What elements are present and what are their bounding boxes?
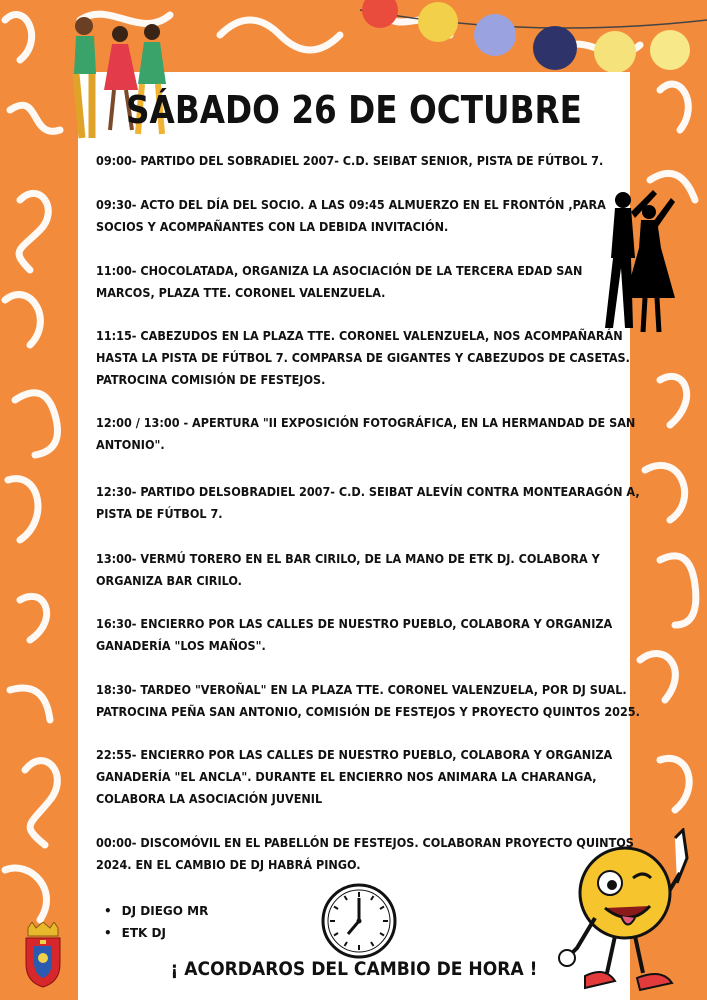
schedule-item: 16:30- ENCIERRO POR LAS CALLES DE NUESTRO PUEBLO, COLABORA Y ORGANIZA GANADERÍA "LOS MAÑOS". (96, 616, 613, 653)
town-coat-of-arms-icon (22, 922, 64, 988)
schedule-item: 13:00- VERMÚ TORERO EN EL BAR CIRILO, DE LA MANO DE ETK DJ. COLABORA Y ORGANIZA BAR CIRILO. (96, 551, 600, 588)
schedule-item: 00:00- DISCOMÓVIL EN EL PABELLÓN DE FESTEJOS. COLABORAN PROYECTO QUINTOS 2024. EN EL CAMBIO DE DJ HABRÁ PINGO. (96, 835, 634, 872)
clock-icon (320, 882, 398, 960)
schedule-item: 11:00- CHOCOLATADA, ORGANIZA LA ASOCIACIÓN DE LA TERCERA EDAD SAN MARCOS, PLAZA TTE. CORONEL VALENZUELA. (96, 263, 583, 300)
footer-reminder: ¡ ACORDAROS DEL CAMBIO DE HORA ! (170, 958, 538, 980)
dj-list-item: • ETK DJ (104, 922, 208, 944)
schedule-item: 18:30- TARDEO "VEROÑAL" EN LA PLAZA TTE. CORONEL VALENZUELA, POR DJ SUAL. PATROCINA PEÑA SAN ANTONIO, COMISIÓN DE FESTEJOS Y PROYECTO QUINTOS 2025. (96, 682, 640, 719)
schedule-item: 09:30- ACTO DEL DÍA DEL SOCIO. A LAS 09:45 ALMUERZO EN EL FRONTÓN ,PARA SOCIOS Y ACOMPAÑANTES CON LA DEBIDA INVITACIÓN. (96, 197, 606, 234)
schedule-item: 11:15- CABEZUDOS EN LA PLAZA TTE. CORONEL VALENZUELA, NOS ACOMPAÑARÁN HASTA LA PISTA DE FÚTBOL 7. COMPARSA DE GIGANTES Y CABEZUDOS DE CASETAS. PATROCINA COMISIÓN DE FESTEJOS. (96, 328, 630, 387)
dj-list (104, 900, 208, 944)
page-title: SÁBADO 26 DE OCTUBRE (126, 88, 582, 132)
dj-list-item: • DJ DIEGO MR (104, 900, 208, 922)
schedule-item: 09:00- PARTIDO DEL SOBRADIEL 2007- C.D. SEIBAT SENIOR, PISTA DE FÚTBOL 7. (96, 153, 604, 168)
schedule-item: 12:00 / 13:00 - APERTURA "II EXPOSICIÓN FOTOGRÁFICA, EN LA HERMANDAD DE SAN ANTONIO". (96, 415, 636, 452)
schedule-item: 12:30- PARTIDO DELSOBRADIEL 2007- C.D. SEIBAT ALEVÍN CONTRA MONTEARAGÓN A, PISTA DE FÚTBOL 7. (96, 484, 640, 521)
paper-lanterns-icon (360, 0, 707, 80)
schedule-item: 22:55- ENCIERRO POR LAS CALLES DE NUESTRO PUEBLO, COLABORA Y ORGANIZA GANADERÍA "EL ANCLA". DURANTE EL ENCIERRO NOS ANIMARA LA CHARANGA, COLABORA LA ASOCIACIÓN JUVENIL (96, 747, 613, 806)
